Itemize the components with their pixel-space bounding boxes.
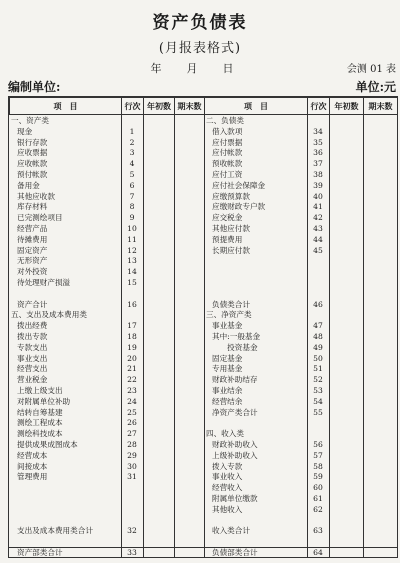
line-number: 8 <box>129 202 135 212</box>
currency-unit-label: 单位:元 <box>355 80 396 94</box>
line-item-label: 拨出经费 <box>17 321 48 331</box>
line-item-label: 待处理财产损溢 <box>17 278 71 287</box>
line-number: 33 <box>127 548 137 557</box>
line-item-label: 附属单位缴款 <box>212 494 258 503</box>
form-number: 会测 01 表 <box>346 64 396 75</box>
line-item-label: 待摊费用 <box>17 234 48 244</box>
column-divider <box>143 114 144 557</box>
line-item-label: 银行存款 <box>17 137 48 147</box>
line-number: 31 <box>127 472 137 482</box>
line-item-label: 对附属单位补助 <box>17 396 71 406</box>
line-number: 2 <box>129 137 135 147</box>
line-number <box>308 418 328 428</box>
line-item-label: 借入款项 <box>212 126 243 136</box>
line-item-label: 财政补助结存 <box>212 375 258 385</box>
line-number: 4 <box>129 159 135 169</box>
line-item-label: 资产合计 <box>17 299 48 309</box>
left-opening-header: 年初数 <box>144 98 175 115</box>
line-item-label: 四、收入类 <box>206 429 244 439</box>
line-number <box>308 278 328 288</box>
right-line-no-header: 行次 <box>308 98 330 115</box>
line-number <box>122 537 142 547</box>
line-item-label: 现金 <box>17 126 33 136</box>
table-header <box>9 97 398 115</box>
line-number: 61 <box>313 494 323 503</box>
line-item-label: 上缴上级支出 <box>17 386 63 395</box>
line-number: 20 <box>127 353 137 363</box>
date-month-label: 月 <box>186 62 198 75</box>
left-line-no-header: 行次 <box>122 98 144 115</box>
left-item-header: 项 目 <box>10 98 122 115</box>
line-item-label: 拨入专款 <box>212 461 243 471</box>
line-number <box>308 116 328 126</box>
line-item-label: 无形资产 <box>17 256 48 266</box>
line-number: 1 <box>129 126 135 136</box>
line-number: 45 <box>313 245 323 255</box>
line-number: 39 <box>313 180 323 190</box>
line-item-label: 专用基金 <box>212 364 243 374</box>
line-item-label: 经营结余 <box>212 396 243 406</box>
line-number: 55 <box>313 407 323 417</box>
line-number <box>308 537 328 547</box>
line-number: 26 <box>127 418 137 428</box>
line-item-label: 负债类合计 <box>212 299 250 309</box>
line-number: 29 <box>127 450 137 460</box>
line-item-label: 长期应付款 <box>212 245 250 255</box>
line-item-label: 库存材料 <box>17 202 48 212</box>
line-number: 57 <box>313 450 323 460</box>
line-number: 9 <box>129 213 135 223</box>
line-number: 17 <box>127 321 137 331</box>
line-item-label: 应缴预算款 <box>212 191 250 201</box>
line-number: 63 <box>313 526 323 536</box>
left-closing-header: 期末数 <box>175 98 205 115</box>
line-number <box>122 516 142 526</box>
line-item-label: 应付社会保障金 <box>212 180 266 190</box>
line-item-label: 经营收入 <box>212 483 243 493</box>
line-number: 48 <box>313 332 323 341</box>
line-item-label: 应付工资 <box>212 170 243 179</box>
line-item-label: 二、负债类 <box>206 116 244 125</box>
line-item-label: 负债部类合计 <box>212 548 258 557</box>
column-divider <box>329 114 330 557</box>
line-item-label: 间接成本 <box>17 461 48 471</box>
line-item-label: 事业收入 <box>212 472 243 482</box>
line-number: 58 <box>313 461 323 471</box>
line-item-label: 应交税金 <box>212 213 243 223</box>
line-number: 11 <box>127 234 137 244</box>
line-item-label: 测绘科技成本 <box>17 429 63 439</box>
line-number: 25 <box>127 407 137 417</box>
line-number: 16 <box>127 299 137 309</box>
line-number: 54 <box>313 396 323 406</box>
line-number: 56 <box>313 440 323 449</box>
right-closing-header: 期末数 <box>364 98 398 115</box>
line-number <box>122 289 142 299</box>
line-item-label: 专款支出 <box>17 342 48 352</box>
line-number: 49 <box>313 342 323 352</box>
line-number: 13 <box>127 256 137 266</box>
line-number <box>122 494 142 504</box>
line-item-label: 上级补助收入 <box>212 450 258 460</box>
line-number <box>122 116 142 126</box>
line-number: 38 <box>313 170 323 179</box>
line-number: 6 <box>129 180 135 190</box>
line-number: 34 <box>313 126 323 136</box>
line-item-label: 支出及成本费用类合计 <box>17 526 93 536</box>
page-title: 资产负债表 <box>152 13 248 33</box>
line-number: 37 <box>313 159 323 169</box>
line-item-label: 测绘工程成本 <box>17 418 63 428</box>
line-item-label: 备用金 <box>17 180 40 190</box>
line-item-label: 事业支出 <box>17 353 48 363</box>
right-item-header: 项 目 <box>205 98 308 115</box>
line-number: 10 <box>127 224 137 233</box>
column-divider <box>174 114 175 557</box>
line-number: 41 <box>313 202 323 212</box>
line-item-label: 投资基金 <box>212 342 258 352</box>
line-number: 7 <box>129 191 135 201</box>
line-number: 60 <box>313 483 323 493</box>
line-number: 21 <box>127 364 137 374</box>
line-item-label: 结转自筹基建 <box>17 407 63 417</box>
line-item-label: 对外投资 <box>17 267 48 277</box>
line-number: 15 <box>127 278 137 287</box>
line-item-label: 事业结余 <box>212 386 243 395</box>
line-item-label: 其他应付款 <box>212 224 250 233</box>
line-number: 14 <box>127 267 137 277</box>
line-number: 46 <box>313 299 323 309</box>
line-item-label: 预提费用 <box>212 234 243 244</box>
line-item-label: 净资产类合计 <box>212 407 258 417</box>
line-item-label: 管理费用 <box>17 472 48 482</box>
line-number <box>308 310 328 320</box>
line-item-label: 应付票据 <box>212 137 243 147</box>
line-item-label: 提供成果成图成本 <box>17 440 78 449</box>
report-date <box>150 60 234 76</box>
line-item-label: 固定基金 <box>212 353 243 363</box>
line-number <box>122 505 142 515</box>
assets-side <box>9 114 204 557</box>
line-item-label: 其他收入 <box>212 504 243 514</box>
line-item-label: 拨出专款 <box>17 332 48 341</box>
line-number: 51 <box>313 364 323 374</box>
line-number: 12 <box>127 245 137 255</box>
line-item-label: 经营成本 <box>17 450 48 460</box>
line-item-label: 其中:一般基金 <box>212 332 261 341</box>
line-item-label: 经营支出 <box>17 364 48 374</box>
line-item-label: 经营产品 <box>17 224 48 233</box>
line-item-label: 预付帐款 <box>17 170 48 179</box>
line-item-label: 收入类合计 <box>212 526 250 536</box>
column-divider <box>363 114 364 557</box>
line-number: 22 <box>127 375 137 385</box>
line-number: 30 <box>127 461 137 471</box>
line-number: 53 <box>313 386 323 395</box>
line-number: 27 <box>127 429 137 439</box>
line-item-label: 已完测绘项目 <box>17 213 63 223</box>
line-number: 5 <box>129 170 135 179</box>
line-item-label: 资产部类合计 <box>17 548 63 557</box>
line-item-label: 应收票据 <box>17 148 48 158</box>
line-item-label: 财政补助收入 <box>212 440 258 449</box>
line-item-label: 应付帐款 <box>212 148 243 158</box>
line-item-label: 营业税金 <box>17 375 48 385</box>
line-number: 40 <box>313 191 323 201</box>
date-year-label: 年 <box>150 62 162 75</box>
line-number <box>308 267 328 277</box>
line-number <box>308 429 328 439</box>
line-number: 36 <box>313 148 323 158</box>
line-number <box>308 516 328 526</box>
date-day-label: 日 <box>222 62 234 75</box>
row-separator <box>204 547 397 548</box>
line-number <box>308 256 328 266</box>
report-format-subtitle: (月报表格式) <box>158 41 242 56</box>
right-opening-header: 年初数 <box>330 98 364 115</box>
line-item-label: 五、支出及成本费用类 <box>11 310 87 320</box>
table-body <box>9 114 397 557</box>
line-number: 28 <box>127 440 137 449</box>
line-item-label: 应缴财政专户款 <box>212 202 266 212</box>
line-number: 42 <box>313 213 323 223</box>
preparing-unit-label: 编制单位: <box>8 80 61 94</box>
liabilities-side <box>204 114 397 557</box>
line-item-label: 预收帐款 <box>212 159 243 169</box>
line-item-label: 其他应收款 <box>17 191 55 201</box>
line-number: 3 <box>129 148 135 158</box>
line-number: 62 <box>313 504 323 514</box>
line-number <box>122 483 142 493</box>
row-separator <box>9 547 204 548</box>
line-number: 24 <box>127 396 137 406</box>
line-item-label: 应收帐款 <box>17 159 48 169</box>
line-number: 18 <box>127 332 137 341</box>
line-number: 52 <box>313 375 323 385</box>
line-number <box>308 289 328 299</box>
balance-sheet-table <box>8 96 398 558</box>
line-number: 47 <box>313 321 323 331</box>
line-number: 44 <box>313 234 323 244</box>
line-item-label: 事业基金 <box>212 321 243 331</box>
line-item-label: 三、净资产类 <box>206 310 252 320</box>
line-item-label: 固定资产 <box>17 245 48 255</box>
line-number: 64 <box>313 548 323 557</box>
line-number: 19 <box>127 342 137 352</box>
line-number <box>122 310 142 320</box>
line-number: 35 <box>313 137 323 147</box>
line-number: 23 <box>127 386 137 395</box>
line-number: 59 <box>313 472 323 482</box>
line-number: 50 <box>313 353 323 363</box>
line-number: 32 <box>127 526 137 536</box>
line-item-label: 一、资产类 <box>11 116 49 125</box>
line-number: 43 <box>313 224 323 233</box>
